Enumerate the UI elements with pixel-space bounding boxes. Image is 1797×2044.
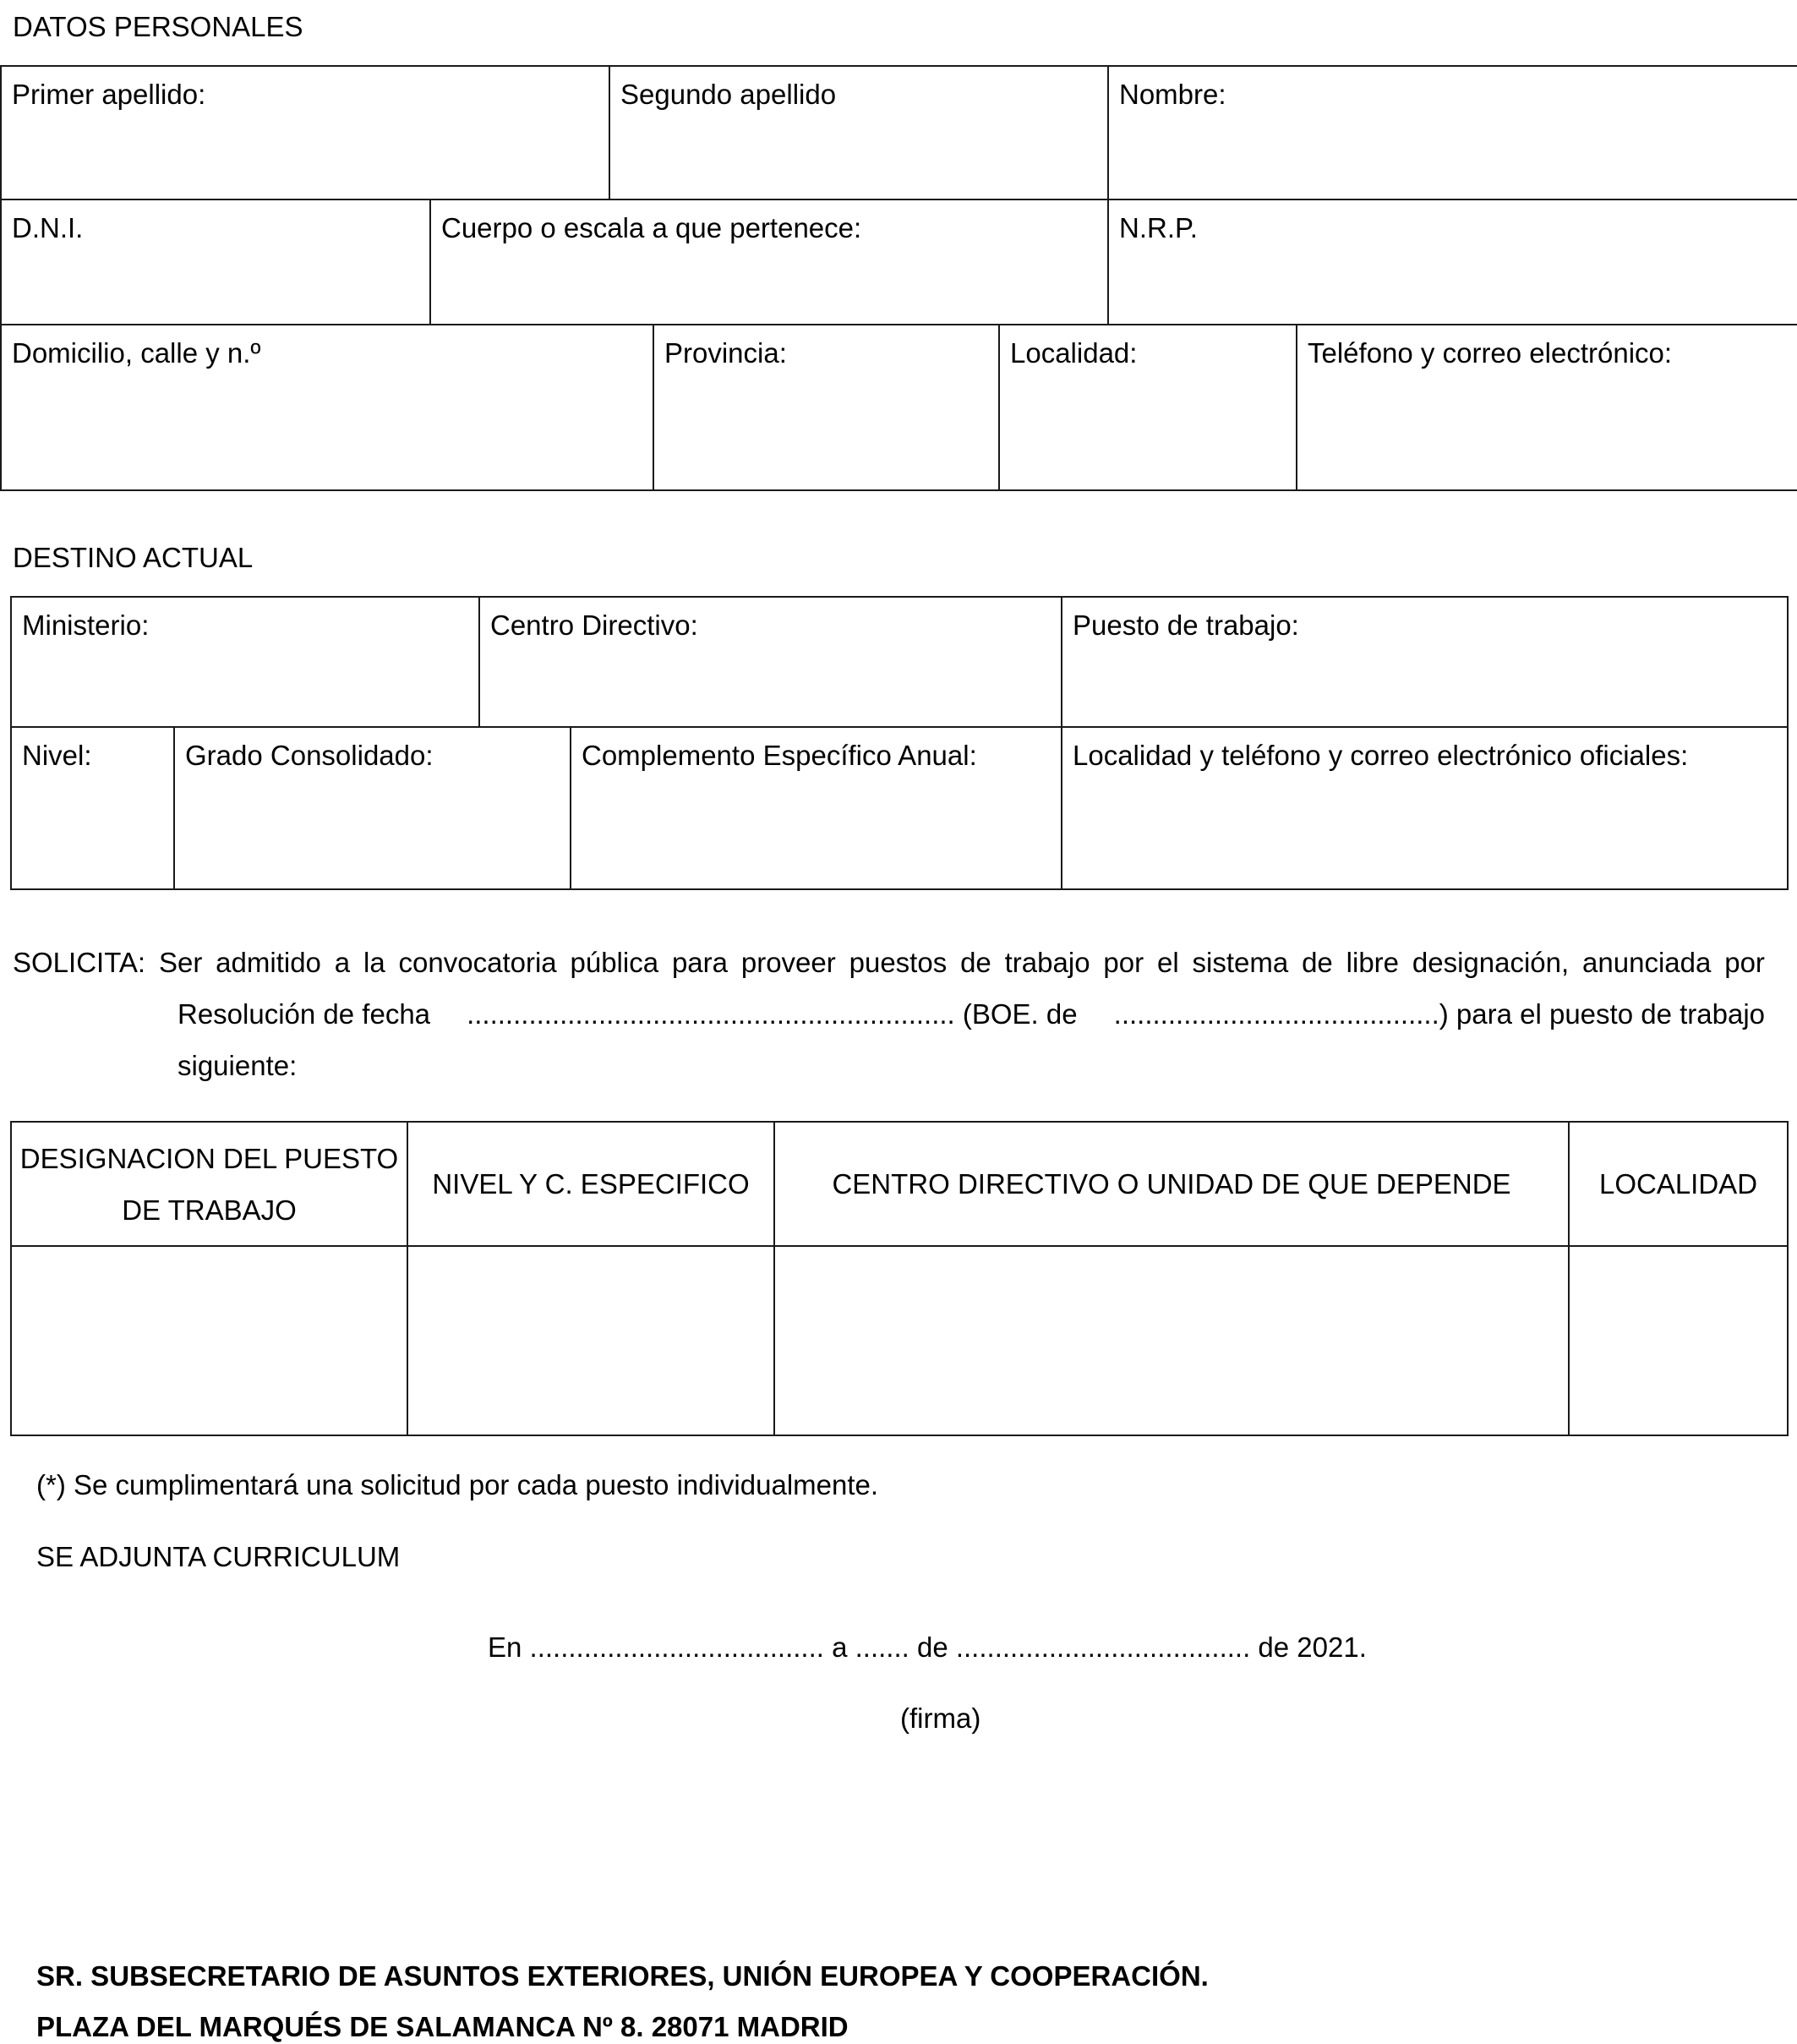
fecha-lugar-line[interactable]: En ...................................... a ....... de ...................................... de 2021.	[488, 1631, 1367, 1663]
nivel-cell[interactable]	[407, 1246, 774, 1435]
table-row	[11, 1246, 1788, 1435]
centro-directivo-field[interactable]: Centro Directivo:	[479, 597, 1062, 727]
ministerio-field[interactable]: Ministerio:	[11, 597, 479, 727]
solicita-word: pública	[570, 947, 659, 978]
solicita-word: trabajo	[1004, 947, 1090, 978]
firma-label: (firma)	[900, 1702, 981, 1734]
section-heading-datos-personales: DATOS PERSONALES	[13, 11, 303, 42]
solicita-word: para	[671, 947, 728, 978]
solicita-word: puestos	[849, 947, 948, 978]
solicita-word: por	[1103, 947, 1144, 978]
adjunta-curriculum-text: SE ADJUNTA CURRICULUM	[36, 1541, 401, 1572]
destino-actual-row1	[10, 596, 1789, 728]
nombre-field[interactable]: Nombre:	[1108, 66, 1797, 199]
header-centro-directivo: CENTRO DIRECTIVO O UNIDAD DE QUE DEPENDE	[774, 1122, 1569, 1246]
solicita-word: admitido	[216, 947, 321, 978]
dni-field[interactable]: D.N.I.	[1, 199, 430, 325]
boe-fecha-blank[interactable]: ..........................................) para el puesto de trabajo	[1113, 998, 1765, 1030]
solicita-word: a	[334, 947, 351, 978]
solicita-word: designación,	[1412, 947, 1570, 978]
solicita-word: anunciada	[1582, 947, 1712, 978]
resolucion-fecha-label: Resolución de fecha	[178, 998, 431, 1030]
solicita-word: el	[1156, 947, 1179, 978]
localidad-cell[interactable]	[1569, 1246, 1788, 1435]
header-localidad: LOCALIDAD	[1569, 1122, 1788, 1246]
solicita-word: sistema	[1192, 947, 1289, 978]
resolucion-fecha-blank[interactable]: ............................................................... (BOE. de	[467, 998, 1078, 1030]
destinatario-line-2: PLAZA DEL MARQUÉS DE SALAMANCA Nº 8. 28071 MADRID	[36, 2011, 849, 2042]
section-heading-destino-actual: DESTINO ACTUAL	[13, 542, 254, 573]
solicita-word: SOLICITA:	[13, 947, 146, 978]
solicita-line-1	[13, 937, 1765, 988]
header-designacion: DESIGNACION DEL PUESTO DE TRABAJO	[11, 1122, 407, 1246]
primer-apellido-field[interactable]: Primer apellido:	[1, 66, 609, 199]
solicita-word: proveer	[740, 947, 836, 978]
designacion-cell[interactable]	[11, 1246, 407, 1435]
centro-directivo-cell[interactable]	[774, 1246, 1569, 1435]
destino-actual-row2	[10, 726, 1789, 890]
solicita-line-2	[13, 988, 1765, 1040]
nrp-field[interactable]: N.R.P.	[1108, 199, 1797, 325]
table-header-row	[11, 1122, 1788, 1246]
solicita-word: de	[1302, 947, 1333, 978]
solicita-word: Ser	[158, 947, 203, 978]
localidad-telefono-oficial-field[interactable]: Localidad y teléfono y correo electrónico oficiales:	[1062, 727, 1788, 889]
solicita-word: de	[960, 947, 991, 978]
datos-personales-row1	[0, 65, 1797, 200]
solicita-word: la	[363, 947, 385, 978]
solicita-word: convocatoria	[398, 947, 557, 978]
solicita-paragraph	[13, 937, 1765, 1091]
complemento-especifico-field[interactable]: Complemento Específico Anual:	[571, 727, 1062, 889]
header-nivel: NIVEL Y C. ESPECIFICO	[407, 1122, 774, 1246]
puesto-solicitado-table	[10, 1121, 1789, 1436]
telefono-correo-field[interactable]: Teléfono y correo electrónico:	[1297, 325, 1797, 490]
puesto-trabajo-field[interactable]: Puesto de trabajo:	[1062, 597, 1788, 727]
nivel-field[interactable]: Nivel:	[11, 727, 174, 889]
solicita-word: libre	[1346, 947, 1400, 978]
solicita-line-3: siguiente:	[178, 1050, 298, 1081]
solicita-word: por	[1724, 947, 1765, 978]
segundo-apellido-field[interactable]: Segundo apellido	[609, 66, 1108, 199]
datos-personales-row3	[0, 324, 1797, 491]
cuerpo-escala-field[interactable]: Cuerpo o escala a que pertenece:	[430, 199, 1108, 325]
datos-personales-row2	[0, 199, 1797, 325]
domicilio-field[interactable]: Domicilio, calle y n.º	[1, 325, 653, 490]
destinatario-line-1: SR. SUBSECRETARIO DE ASUNTOS EXTERIORES, UNIÓN EUROPEA Y COOPERACIÓN.	[36, 1960, 1209, 1992]
localidad-field[interactable]: Localidad:	[999, 325, 1297, 490]
provincia-field[interactable]: Provincia:	[653, 325, 999, 490]
grado-consolidado-field[interactable]: Grado Consolidado:	[174, 727, 571, 889]
nota-text: (*) Se cumplimentará una solicitud por cada puesto individualmente.	[36, 1469, 879, 1500]
